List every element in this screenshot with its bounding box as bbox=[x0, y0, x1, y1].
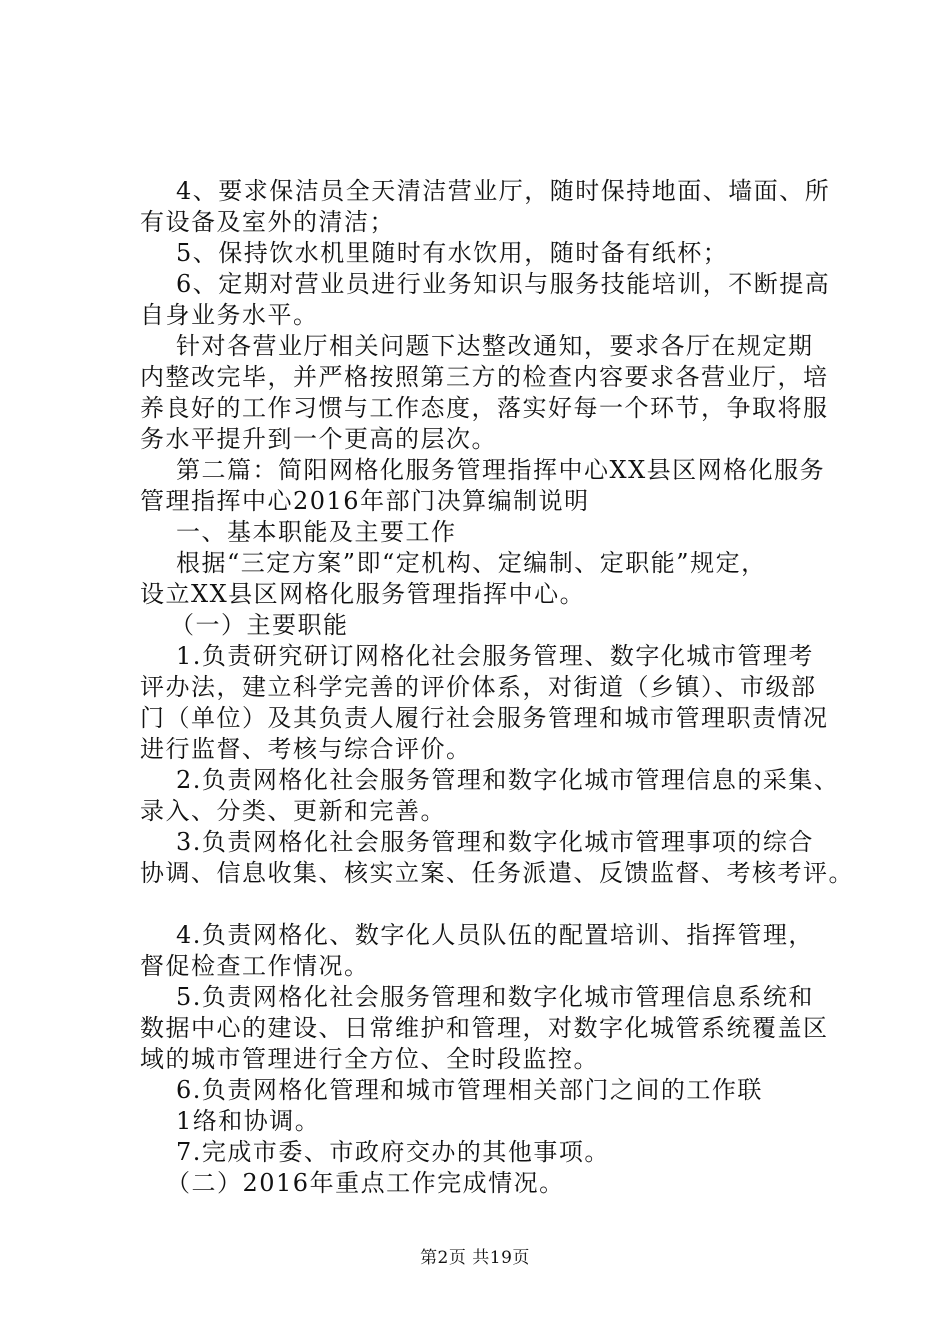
subsection-heading: （二）2016年重点工作完成情况。 bbox=[166, 1169, 565, 1197]
blank-line bbox=[140, 889, 840, 920]
text-line: 务水平提升到一个更高的层次。 bbox=[140, 425, 497, 453]
text-line: 设立XX县区网格化服务管理指挥中心。 bbox=[140, 580, 586, 608]
text-line: 7.完成市委、市政府交办的其他事项。 bbox=[176, 1138, 610, 1166]
text-line: 协调、信息收集、核实立案、任务派遣、反馈监督、考核考评。 bbox=[140, 859, 854, 887]
text-line: 督促检查工作情况。 bbox=[140, 952, 370, 980]
text-line: 1.负责研究研订网格化社会服务管理、数字化城市管理考 bbox=[176, 642, 814, 670]
text-line: 4.负责网格化、数字化人员队伍的配置培训、指挥管理， bbox=[176, 921, 814, 949]
text-line: 5、保持饮水机里随时有水饮用，随时备有纸杯； bbox=[176, 239, 729, 267]
text-line: 录入、分类、更新和完善。 bbox=[140, 797, 446, 825]
text-line: 6、定期对营业员进行业务知识与服务技能培训，不断提高 bbox=[176, 270, 831, 298]
text-line: 根据“三定方案”即“定机构、定编制、定职能”规定， bbox=[176, 549, 767, 577]
text-line: 门（单位）及其负责人履行社会服务管理和城市管理职责情况 bbox=[140, 704, 829, 732]
text-line: 数据中心的建设、日常维护和管理，对数字化城管系统覆盖区 bbox=[140, 1014, 829, 1042]
text-line: 进行监督、考核与综合评价。 bbox=[140, 735, 472, 763]
document-body bbox=[140, 176, 854, 1199]
text-line: 针对各营业厅相关问题下达整改通知，要求各厅在规定期 bbox=[176, 332, 814, 360]
text-line: 内整改完毕，并严格按照第三方的检查内容要求各营业厅，培 bbox=[140, 363, 829, 391]
section-heading: 管理指挥中心2016年部门决算编制说明 bbox=[140, 487, 590, 515]
page-number: 第2页 共19页 bbox=[420, 1248, 530, 1268]
text-line: 自身业务水平。 bbox=[140, 301, 319, 329]
text-line: 养良好的工作习惯与工作态度，落实好每一个环节，争取将服 bbox=[140, 394, 829, 422]
text-line: 域的城市管理进行全方位、全时段监控。 bbox=[140, 1045, 599, 1073]
text-line: 1络和协调。 bbox=[176, 1107, 321, 1135]
subsection-heading: （一）主要职能 bbox=[170, 611, 349, 639]
text-line: 有设备及室外的清洁； bbox=[140, 208, 395, 236]
text-line: 3.负责网格化社会服务管理和数字化城市管理事项的综合 bbox=[176, 828, 814, 856]
text-line: 2.负责网格化社会服务管理和数字化城市管理信息的采集、 bbox=[176, 766, 840, 794]
subsection-heading: 一、基本职能及主要工作 bbox=[176, 518, 457, 546]
text-line: 6.负责网格化管理和城市管理相关部门之间的工作联 bbox=[176, 1076, 763, 1104]
text-line: 5.负责网格化社会服务管理和数字化城市管理信息系统和 bbox=[176, 983, 814, 1011]
text-line: 评办法，建立科学完善的评价体系，对街道（乡镇）、市级部 bbox=[140, 673, 817, 701]
text-line: 4、要求保洁员全天清洁营业厅，随时保持地面、墙面、所 bbox=[176, 177, 831, 205]
section-heading: 第二篇：简阳网格化服务管理指挥中心XX县区网格化服务 bbox=[176, 456, 826, 484]
